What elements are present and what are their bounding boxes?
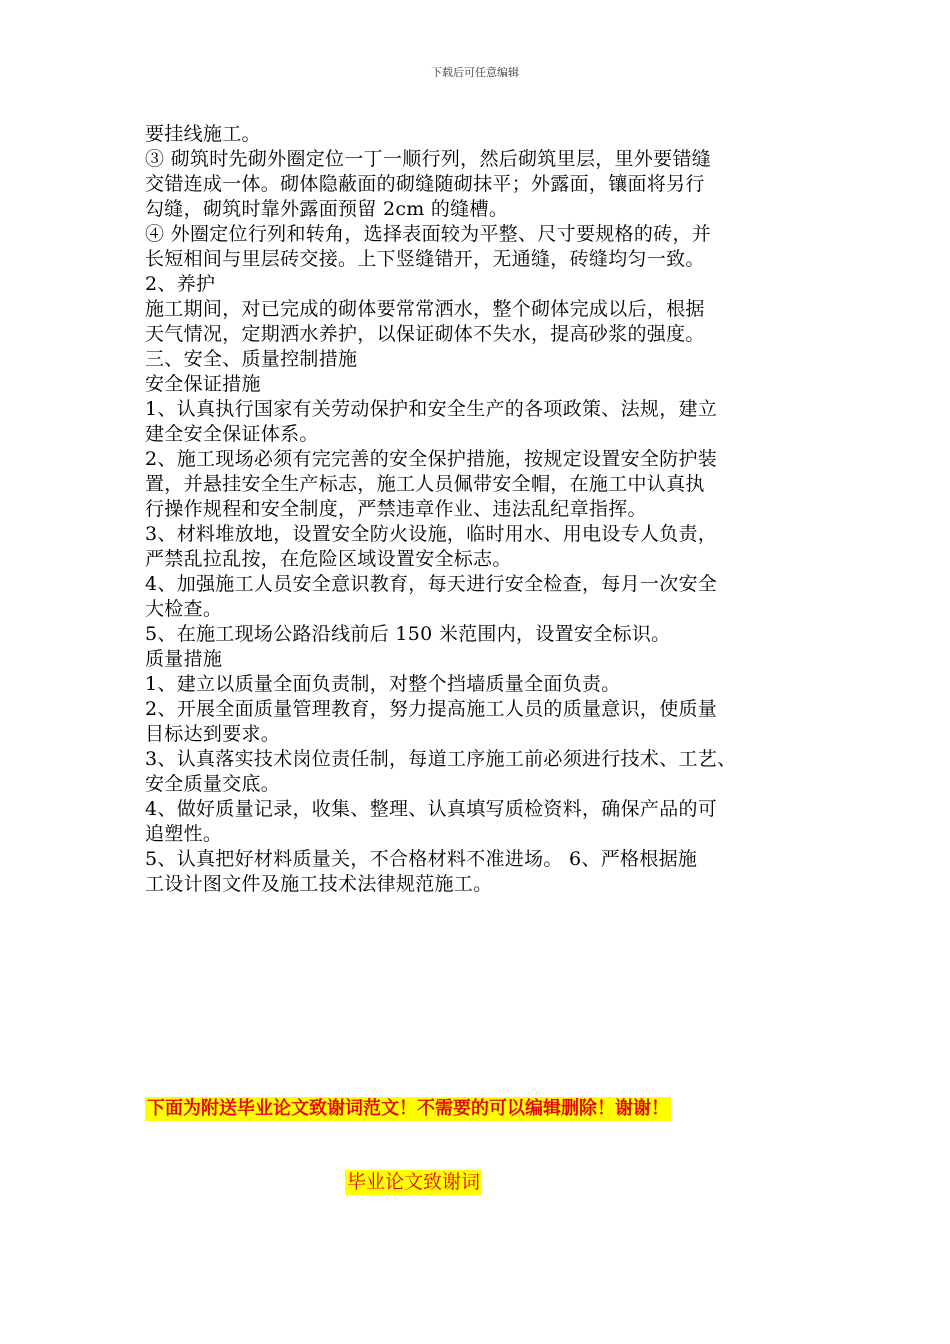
body-line: 4、加强施工人员安全意识教育，每天进行安全检查，每月一次安全 [145, 573, 718, 595]
body-line: 追塑性。 [145, 823, 223, 845]
section-heading: 2、养护 [145, 273, 216, 295]
body-line: 1、建立以质量全面负责制，对整个挡墙质量全面负责。 [145, 673, 621, 695]
body-line: 3、认真落实技术岗位责任制，每道工序施工前必须进行技术、工艺、 [145, 748, 737, 770]
section-heading: 质量措施 [145, 648, 223, 670]
document-body [145, 122, 835, 897]
body-line: 5、认真把好材料质量关，不合格材料不准进场。 6、严格根据施 [145, 848, 698, 870]
body-line: ③ 砌筑时先砌外圈定位一丁一顺行列，然后砌筑里层，里外要错缝 [145, 148, 712, 170]
body-line: 严禁乱拉乱按，在危险区域设置安全标志。 [145, 548, 512, 570]
body-line: 大检查。 [145, 598, 223, 620]
body-line: 要挂线施工。 [145, 123, 261, 145]
body-line: 目标达到要求。 [145, 723, 281, 745]
body-line: 4、做好质量记录，收集、整理、认真填写质检资料，确保产品的可 [145, 798, 718, 820]
body-line: 2、施工现场必须有完完善的安全保护措施，按规定设置安全防护装 [145, 448, 718, 470]
body-line: 3、材料堆放地，设置安全防火设施，临时用水、用电设专人负责， [145, 523, 718, 545]
section-heading: 三、安全、质量控制措施 [145, 348, 358, 370]
body-line: 1、认真执行国家有关劳动保护和安全生产的各项政策、法规，建立 [145, 398, 718, 420]
appendix-title: 毕业论文致谢词 [347, 1171, 481, 1193]
body-line: 5、在施工现场公路沿线前后 150 米范围内，设置安全标识。 [145, 623, 671, 645]
body-line: 置，并悬挂安全生产标志，施工人员佩带安全帽，在施工中认真执 [145, 473, 705, 495]
body-line: 天气情况，定期洒水养护，以保证砌体不失水，提高砂浆的强度。 [145, 323, 705, 345]
body-line: ④ 外圈定位行列和转角，选择表面较为平整、尺寸要规格的砖，并 [145, 223, 712, 245]
body-line: 建全安全保证体系。 [145, 423, 319, 445]
body-line: 安全质量交底。 [145, 773, 281, 795]
body-line: 交错连成一体。砌体隐蔽面的砌缝随砌抹平；外露面，镶面将另行 [145, 173, 705, 195]
body-line: 行操作规程和安全制度，严禁违章作业、违法乱纪章指挥。 [145, 498, 647, 520]
body-line: 施工期间，对已完成的砌体要常常洒水，整个砌体完成以后，根据 [145, 298, 705, 320]
section-heading: 安全保证措施 [145, 373, 261, 395]
body-line: 勾缝，砌筑时靠外露面预留 2cm 的缝槽。 [145, 198, 509, 220]
highlighted-notice: 下面为附送毕业论文致谢词范文！不需要的可以编辑删除！谢谢！ [147, 1098, 669, 1119]
body-line: 工设计图文件及施工技术法律规范施工。 [145, 873, 493, 895]
page-header: 下载后可任意编辑 [431, 66, 519, 79]
body-line: 长短相间与里层砖交接。上下竖缝错开，无通缝，砖缝均匀一致。 [145, 248, 705, 270]
body-line: 2、开展全面质量管理教育，努力提高施工人员的质量意识，使质量 [145, 698, 718, 720]
